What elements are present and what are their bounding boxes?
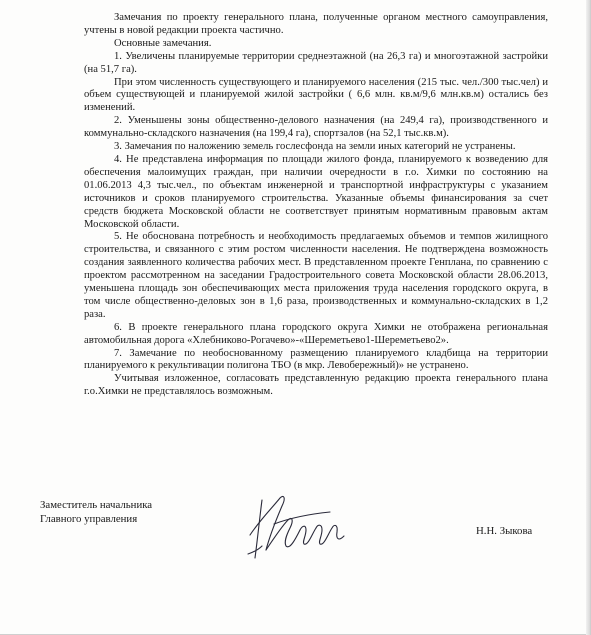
paragraph-remark-1-detail: При этом численность существующего и планируемого населения (215 тыс. чел./300 тыс.чел) и объем существующей и планируемой жилой застройки ( 6,6 млн. кв.м/9,6 млн.кв.м) остались без изменений. xyxy=(84,76,548,114)
paragraph-remark-1: 1. Увеличены планируемые территории среднеэтажной (на 26,3 га) и многоэтажной застройки (на 51,7 га). xyxy=(84,50,548,75)
paragraph-remark-3: 3. Замечания по наложению земель гослесфонда на земли иных категорий не устранены. xyxy=(114,141,516,153)
paragraph-remark-2: 2. Уменьшены зоны общественно-делового назначения (на 249,4 га), производственного и коммунально-складского назначения (на 199,4 га), спортзалов (на 52,1 тыс.кв.м). xyxy=(84,115,548,140)
paragraph-remark-7: 7. Замечание по необоснованному размещению планируемого кладбища на территории планируемого к рекультивации полигона ТБО (в мкр. Левобережный)» не устранено. xyxy=(84,347,548,372)
paragraph-remark-6: 6. В проекте генерального плана городского округа Химки не отображена региональная автомобильная дорога «Хлебниково-Рогачево»-«Шереметьево1-Шереметьево2». xyxy=(84,321,548,346)
letter-body xyxy=(84,12,548,399)
signer-title xyxy=(40,499,152,526)
paragraph-conclusion: Учитывая изложенное, согласовать представленную редакцию проекта генерального плана г.о.Химки не представлялось возможным. xyxy=(84,373,548,398)
signer-name: Н.Н. Зыкова xyxy=(476,525,533,537)
signer-title-line-2: Главного управления xyxy=(40,512,138,525)
signer-title-line-1: Заместитель начальника xyxy=(40,499,153,511)
paragraph-main-remarks-heading: Основные замечания. xyxy=(114,37,212,49)
paragraph-remark-5: 5. Не обоснована потребность и необходимость предлагаемых объемов и темпов жилищного строительства, и связанного с этим ростом численности населения. Не подтверждена возможность создания заявленного количества рабочих мест. В представленном проекте Генплана, по сравнению с проектом рассмотренном на заседании Градостроительного совета Московской области 28.06.2013, уменьшена площадь зон обеспечивающих места приложения труда населения городского округа, в том числе общественно-деловых зон в 1,6 раза, производственных и коммунально-складских в 1,2 раза. xyxy=(84,231,548,320)
page-edge xyxy=(586,0,590,635)
paragraph-intro: Замечания по проекту генерального плана, полученные органом местного самоуправления, учтены в новой редакции проекта частично. xyxy=(84,12,548,36)
paragraph-remark-4: 4. Не представлена информация по площади жилого фонда, планируемого к возведению для обеспечения малоимущих граждан, при наличии очередности в г.о. Химки по состоянию на 01.06.2013 4,3 тыс.чел., по объектам инженерной и транспортной инфраструктуры с указанием источников и сроков планируемого строительства. Указанные объемы финансирования за счет средств бюджета Московской области не соответствует принятым нормативным правовым актам Московской области. xyxy=(84,153,548,230)
handwritten-signature xyxy=(240,480,370,570)
